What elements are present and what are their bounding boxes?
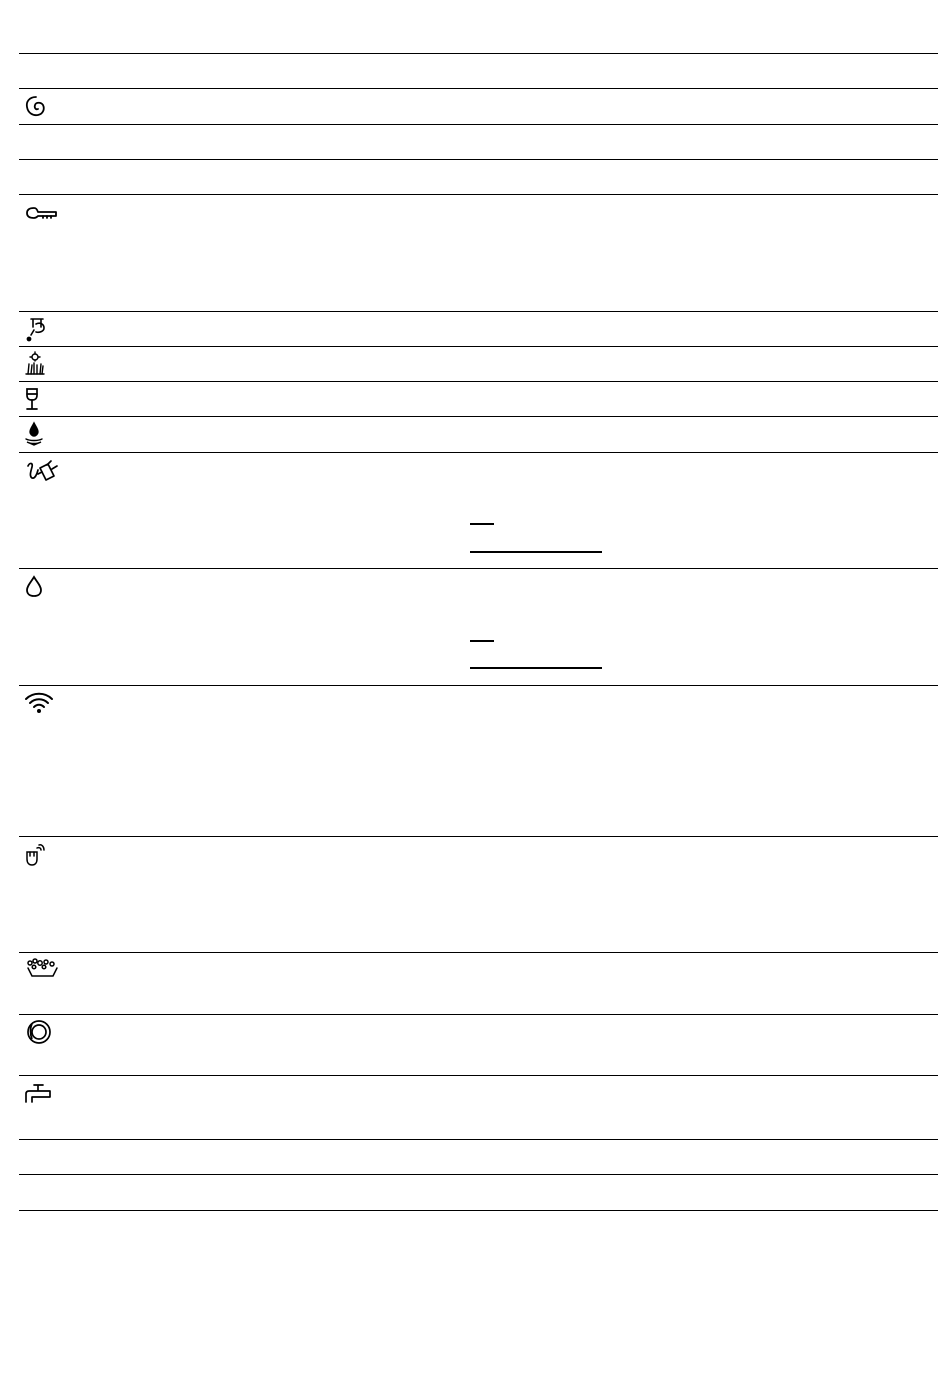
rinse-aid-icon [22,316,56,344]
row-divider [19,452,938,453]
row-divider [19,1014,938,1015]
row-divider [19,1174,938,1175]
row-divider [19,685,938,686]
wifi-icon [23,690,57,718]
plate-icon [24,1020,58,1048]
row-divider [19,416,938,417]
row-divider [19,53,938,54]
row-divider [19,836,938,837]
row-divider [19,568,938,569]
row-divider [19,124,938,125]
underline-short [470,640,494,642]
row-divider [19,159,938,160]
plug-icon [26,458,60,486]
key-icon [24,201,58,229]
row-divider [19,194,938,195]
wine-glass-icon [21,386,55,414]
row-divider [19,1139,938,1140]
tap-icon [23,1082,57,1110]
intensive-wash-icon [25,957,59,985]
underline-long [470,551,602,553]
water-drop-icon [22,574,56,602]
row-divider [19,311,938,312]
row-divider [19,88,938,89]
eco-icon [23,350,57,378]
water-softening-icon [22,421,56,449]
row-divider [19,952,938,953]
dryer-spiral-icon [24,93,58,121]
row-divider [19,1210,938,1211]
row-divider [19,381,938,382]
underline-short [470,523,494,525]
row-divider [19,346,938,347]
row-divider [19,1075,938,1076]
underline-long [470,667,602,669]
remote-start-icon [23,842,57,870]
